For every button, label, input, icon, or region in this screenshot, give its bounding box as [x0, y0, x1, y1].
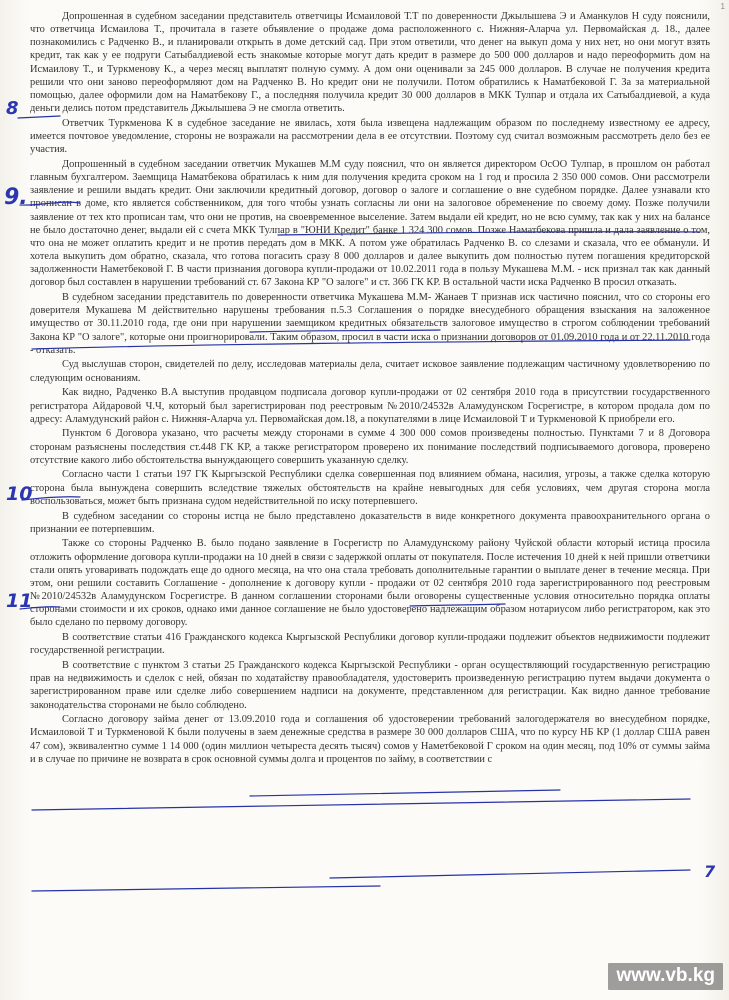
paragraph-13: Согласно договору займа денег от 13.09.2010 года и соглашения об удостоверении требований залогодержателя во внесудебном порядке, Исмаиловой Т и Туркменовой К были получены в заем денежные средства в размере 30 000 долларов США, что по курсу НБ КР (1 доллар США равен 47 сом), эквивалентно сумме 1 14 000 (один миллион четыреста десять тысяч) сомов у Наметбековой Г сроком на один месяц, под 10% от суммы займа и в случае по причине не возврата в срок основной суммы долга и процентов по займу, в соответствии с [30, 714, 710, 765]
paragraph-6: Как видно, Радченко В.А выступив продавцом подписала договор купли-продажи от 02 сентября 2010 года в присутствии государственного регистратора Айдаровой Ч.Ч, который был зарегистрирован под реестровым №2010/24532в Аламудунском Госрегистре, в котором продала дом по адресу: Аламудунский район с. Нижняя-Аларча ул. Первомайская дом.18, а покупателями в лице Исмаиловой Т и Туркменовой К приобрели его. [30, 387, 710, 425]
pen-underline [32, 799, 690, 810]
page-corner-mark: 1 [720, 2, 725, 11]
paragraph-9: В судебном заседании со стороны истца не было представлено доказательств в виде конкретного документа правоохранительного органа о признании ее потерпевшим. [30, 510, 710, 535]
paragraph-7: Пунктом 6 Договора указано, что расчеты между сторонами в сумме 4 300 000 сомов произведены полностью. Пунктами 7 и 8 Договора сторонам разъяснены последствия ст.448 ГК КР, а также регистратором проверено их понимание последствий подписываемого договора, проверено отсутствие какого либо обстоятельства вынуждающего совершить указанную сделку. [30, 428, 710, 466]
margin-number-7: 7 [704, 862, 716, 881]
paragraph-4: В судебном заседании представитель по доверенности ответчика Мукашева М.М- Жанаев Т признав иск частично пояснил, что со стороны его доверителя Мукашева М действительно нарушены требования п.5.3 Соглашения о порядке внесудебного обращения взыскания на заложенное имущество от 30.11.2010 года, где они при нарушении заемщиком кредитных обязательств залоговое имущество в строгом соблюдении требований Закона КР "О залоге", которые они проигнорировали. Таким образом, просил в части иска о признании договоров от 01.09.2010 года и от 22.11.2010 года - отказать. [30, 292, 710, 356]
pen-underline [250, 790, 560, 796]
pen-underline [330, 870, 690, 878]
document-body [30, 10, 710, 767]
pen-underline [32, 886, 380, 891]
paragraph-2: Ответчик Туркменова К в судебное заседание не явилась, хотя была извещена надлежащим образом по последнему известному ее адресу, имеется почтовое уведомление, стороны не возражали на рассмотрении дела в ее отсутствии. Поэтому суд считал возможным рассмотреть дело без ее участия. [30, 117, 710, 156]
paragraph-1: Допрошенная в судебном заседании представитель ответчицы Исмаиловой Т.Т по доверенности Джылышева Э и Аманкулов Н суду пояснили, что ответчица Исмаилова Т., прочитала в газете объявление о продаже дома расположенного с. Нижняя-Аларча ул. Первомайская д. 18., далее познакомились с Радченко В., и планировали открыть в доме детский сад. При этом ответили, что денег на выкуп дома у них нет, но они могут взять кредит, так как у ее подруги Сатыбалдиевой есть знакомые которые могут дать кредит в размере до 500 000 долларов и надо переоформить дом на Исмаилову Т., и Туркменову К., а через месяц выплатят полную сумму. А дом они оценивали за 245 000 долларов. В случае не получения кредита решили что они заново переоформляют дом на Радченко В. Но кредит они не получили. Потом обратились к Наматбековой Г. За за материальной помощью, далее оформили дом на Наматбекову Г., а последняя получила кредит 30 000 долларов в МКК Тулпар и отдала их Сатыбалдиевой, а куда деньги делись потом представитель Джылышева Э не смогла ответить. [30, 11, 710, 115]
margin-number-10: 10 [6, 483, 33, 505]
paragraph-10: Также со стороны Радченко В. было подано заявление в Госрегистр по Аламудунскому району Чуйской области который истица просила отложить оформление договора купли-продажи на 10 дней в связи с задержкой оплаты от покупателя. После истечения 10 дней к ней пришли ответчики стали опять уговаривать подождать еще до одного месяца, на что она стала требовать дополнительные гарантии о выплате денег в течение месяца. При этом, они решили составить Соглашение - дополнение к договору купли - продажи от 02 сентября 2010 года зарегистрированного под реестровым №2010/24532в Аламудунском Госрегистре. В данном соглашении сторонами были оговорены существенные условия относительно порядка оплаты сторонами стоимости и их сроков, однако ими данное соглашение не было удостоверено надлежащим образом нотариусом либо регистратором, как это было сделано по первому договору. [30, 538, 710, 629]
margin-number-8: 8 [6, 98, 19, 119]
paragraph-12: В соответствие с пунктом 3 статьи 25 Гражданского кодекса Кыргызской Республики - орган осуществляющий государственную регистрацию прав на недвижимость и сделок с ней, обязан по ходатайству правообладателя, удостоверить произведенную регистрацию путем выдачи документа о зарегистрированном праве или сделке либо совершением надписи на документе, представленном для регистрации. Как видно данное требование законодательства сторонами не было соблюдено. [30, 660, 710, 711]
paragraph-8: Согласно части 1 статьи 197 ГК Кыргызской Республики сделка совершенная под влиянием обмана, насилия, угрозы, а также сделка которую сторона была вынуждена совершить вследствие тяжелых обстоятельств на крайне невыгодных для себя условиях, чем другая сторона могла воспользоваться, может быть признана судом недействительной по иску потерпевшего. [30, 469, 710, 507]
paragraph-3: Допрошенный в судебном заседании ответчик Мукашев М.М суду пояснил, что он является директором ОсОО Тулпар, в прошлом он работал главным бухгалтером. Заемщица Наматбекова обратилась к ним для получения кредита сроком на 1 год и просила 2 350 000 сомов. Они рассмотрели заявление и решили выдать кредит. Они заключили кредитный договор, договор о залоге и соглашение о вне судебном порядке. Далее узнавали кто прописан в доме, кто является собственником, для того чтобы узнать согласны ли они на залоговое обременение по своему дому. Позже получили заявление от тех кто прописан там, что они не против, на своевременное выселение. Затем выдали ей кредит, но не всю сумму, так как у них на балансе не было достаточно денег, выдали ей с счета МКК Тулпар в "ЮНИ Кредит" банке 1 324 300 сомов. Позже Наматбекова пришла и дала заявление о том, что она не может оплатить кредит и не против передать дом в МКК. А потом уже обратилась Радченко В. со слезами и сказала, что ее обманули. И хотела выкупить дом обратно, сказала, что готова погасить сразу 8 000 долларов и далее выкупить дом полностью путем погашения кредиторской задолженности Наметбековой Г. В части признания договора купли-продажи от 10.02.2011 года в пользу Мукашева М.М. - иск признал так как данный договор был составлен в нарушении требований ст. 67 Закона КР "О залоге" и ст. 366 ГК КР. В остальной части иска Радченко В просил отказать. [30, 158, 710, 289]
site-watermark: www.vb.kg [608, 963, 723, 990]
margin-number-11: 11 [6, 590, 33, 612]
paragraph-5: Суд выслушав сторон, свидетелей по делу, исследовав материалы дела, считает исковое заявление подлежащим частичному удовлетворению по следующим основаниям. [30, 359, 710, 384]
paragraph-11: В соответствие статьи 416 Гражданского кодекса Кыргызской Республики договор купли-продажи подлежит объектов недвижимости подлежит государственной регистрации. [30, 632, 710, 657]
margin-number-9: 9. [4, 185, 28, 210]
